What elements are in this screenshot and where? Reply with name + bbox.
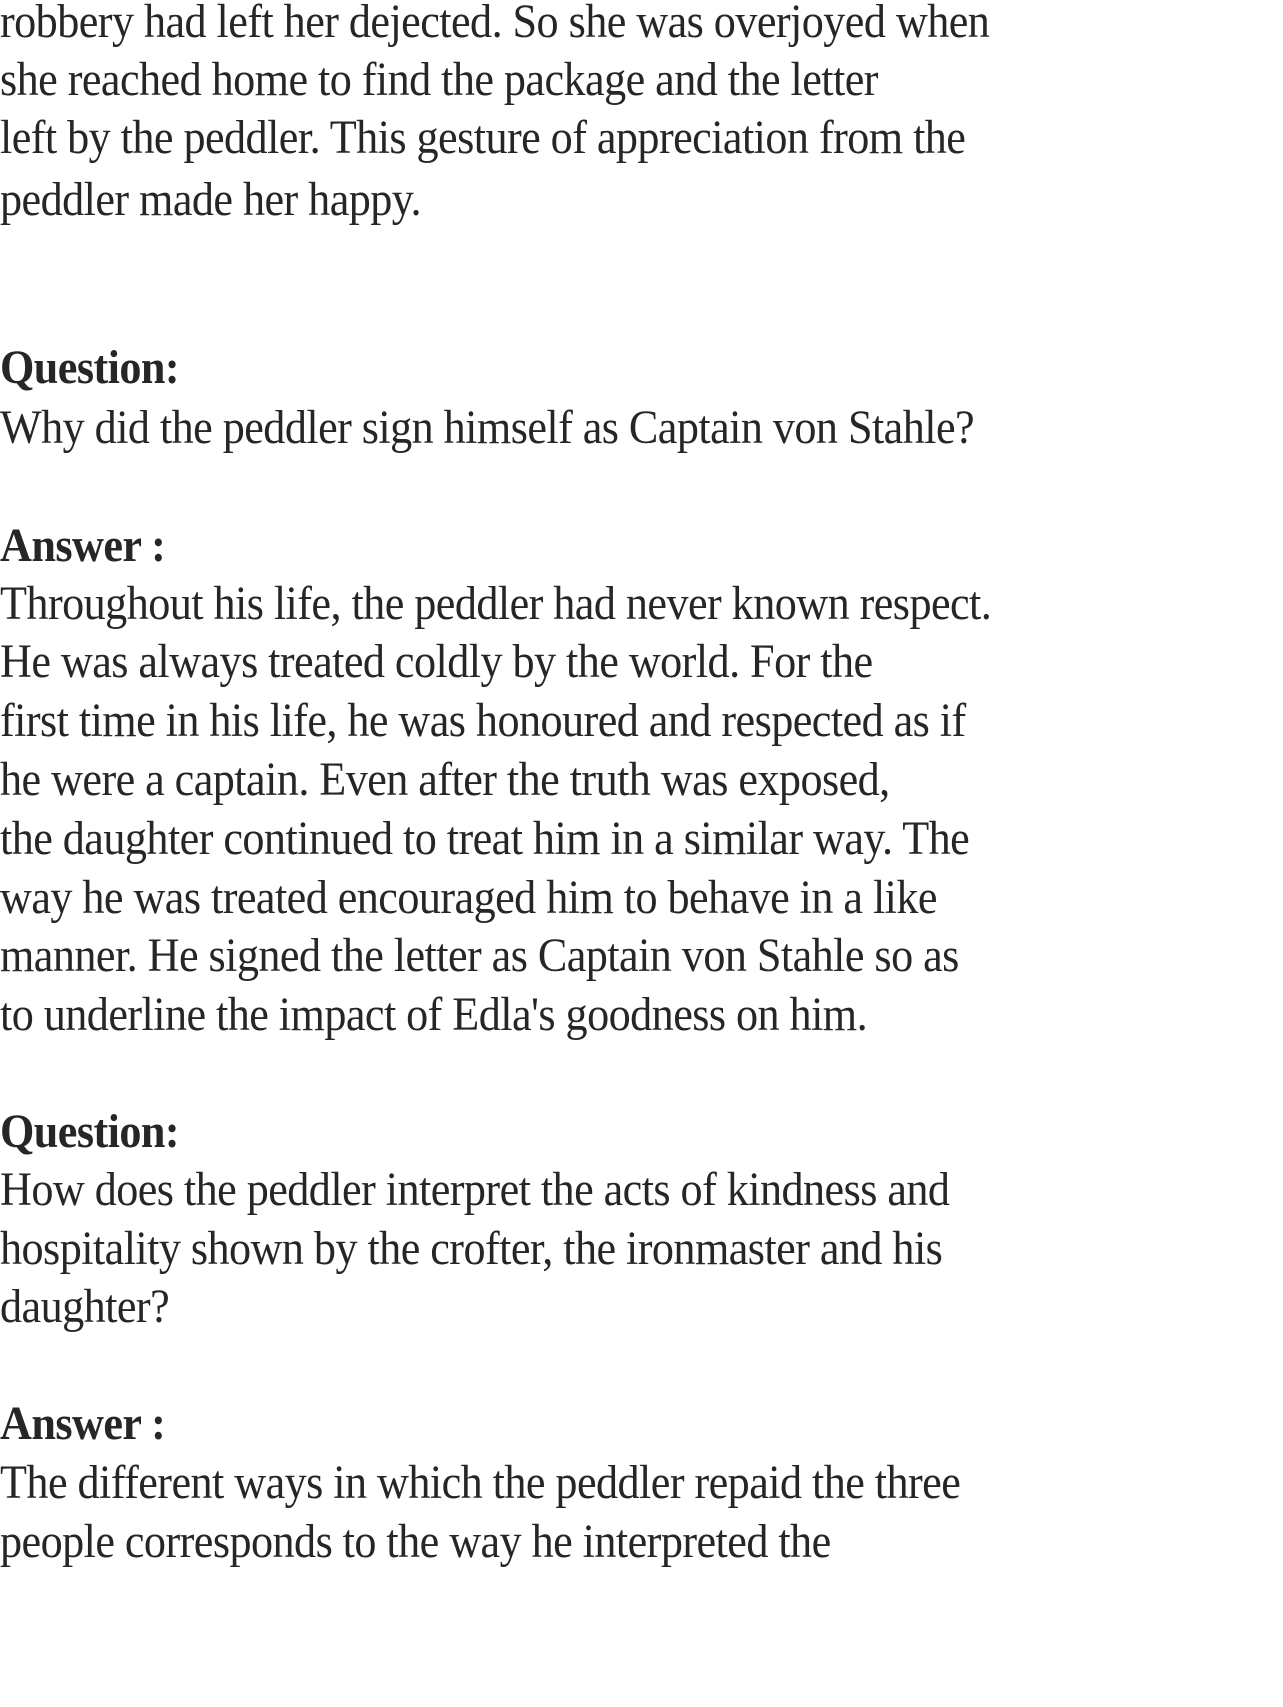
text-line: robbery had left her dejected. So she was overjoyed when <box>0 0 990 48</box>
answer-heading: Answer : <box>0 1397 166 1450</box>
answer-line: Throughout his life, the peddler had never known respect. <box>0 577 992 630</box>
answer-line: The different ways in which the peddler repaid the three <box>0 1456 961 1509</box>
answer-line: manner. He signed the letter as Captain von Stahle so as <box>0 929 959 982</box>
question-heading: Question: <box>0 341 180 394</box>
answer-line: to underline the impact of Edla's goodness on him. <box>0 988 868 1041</box>
question-heading: Question: <box>0 1105 180 1158</box>
question-text: hospitality shown by the crofter, the ironmaster and his <box>0 1222 943 1275</box>
answer-line: way he was treated encouraged him to behave in a like <box>0 871 937 924</box>
answer-line: the daughter continued to treat him in a similar way. The <box>0 812 970 865</box>
question-text: daughter? <box>0 1280 170 1333</box>
question-text: How does the peddler interpret the acts of kindness and <box>0 1163 950 1216</box>
answer-line: people corresponds to the way he interpreted the <box>0 1515 831 1568</box>
text-line: she reached home to find the package and the letter <box>0 53 878 106</box>
answer-line: He was always treated coldly by the world. For the <box>0 635 873 688</box>
answer-line: he were a captain. Even after the truth was exposed, <box>0 753 890 806</box>
text-line: peddler made her happy. <box>0 173 421 226</box>
text-line: left by the peddler. This gesture of appreciation from the <box>0 111 966 164</box>
answer-line: first time in his life, he was honoured and respected as if <box>0 694 966 747</box>
answer-heading: Answer : <box>0 519 166 572</box>
question-text: Why did the peddler sign himself as Captain von Stahle? <box>0 401 975 454</box>
